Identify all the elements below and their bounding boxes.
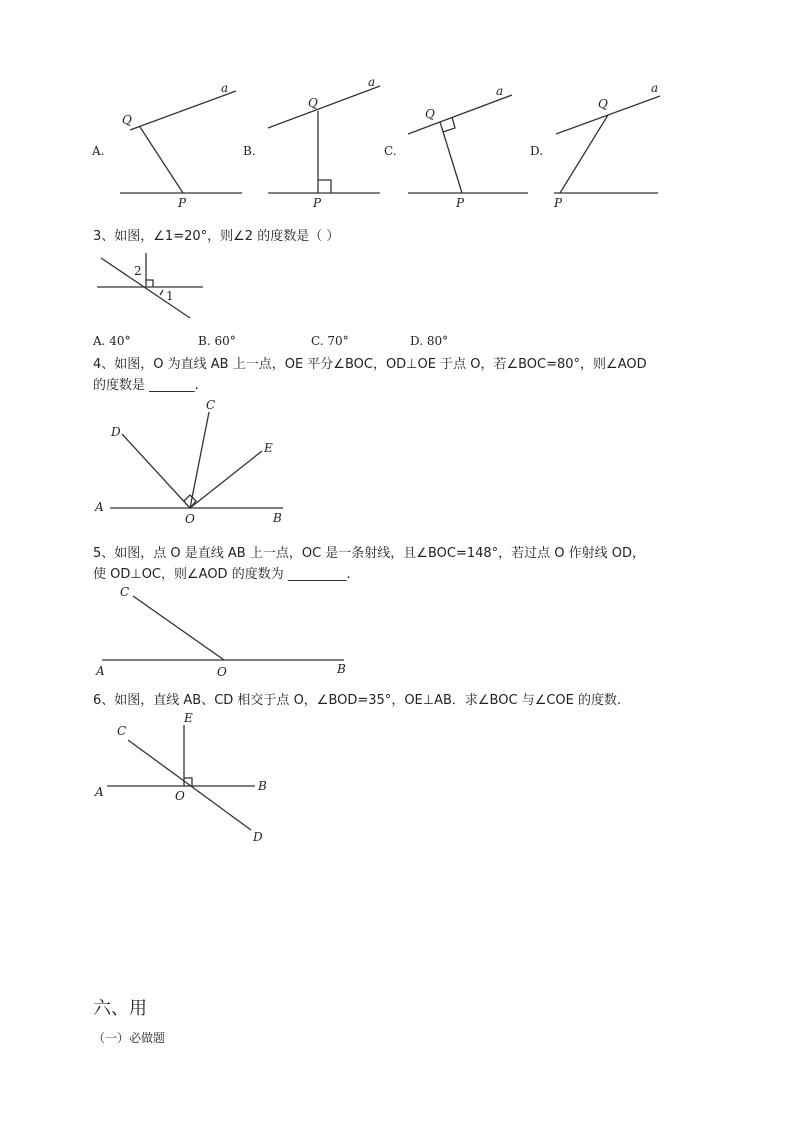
label-q: Q bbox=[122, 113, 132, 127]
option-a-label: A. bbox=[92, 144, 105, 158]
label-d: D bbox=[111, 425, 121, 439]
label-a: a bbox=[496, 84, 504, 98]
q3-option-d: D. 80° bbox=[410, 334, 449, 348]
label-a: A bbox=[95, 785, 104, 799]
question-4-line2: 的度数是 _______. bbox=[93, 378, 199, 393]
question-5-line2: 使 OD⊥OC，则∠AOD 的度数为 _________. bbox=[93, 567, 351, 582]
question-5-line1: 5、如图，点 O 是直线 AB 上一点，OC 是一条射线，且∠BOC=148°，若过点 O 作射线 OD， bbox=[93, 546, 646, 561]
label-p: P bbox=[178, 196, 187, 210]
label-o: O bbox=[185, 512, 195, 526]
label-q: Q bbox=[308, 96, 318, 110]
label-c: C bbox=[117, 724, 127, 738]
question-6-text: 6、如图，直线 AB、CD 相交于点 O，∠BOD=35°，OE⊥AB．求∠BOC 与∠COE 的度数. bbox=[93, 693, 622, 708]
angle-2-label: 2 bbox=[134, 264, 142, 278]
label-q: Q bbox=[425, 107, 435, 121]
label-c: C bbox=[120, 585, 130, 599]
label-q: Q bbox=[598, 97, 608, 111]
label-b: B bbox=[258, 779, 267, 793]
label-a: a bbox=[221, 81, 229, 95]
label-p: P bbox=[554, 196, 563, 210]
label-e: E bbox=[184, 711, 193, 725]
label-p: P bbox=[456, 196, 465, 210]
q3-option-c: C. 70° bbox=[311, 334, 349, 348]
label-a: a bbox=[651, 81, 659, 95]
label-b: B bbox=[273, 511, 282, 525]
option-c-label: C. bbox=[384, 144, 397, 158]
q3-option-a: A. 40° bbox=[93, 334, 131, 348]
label-o: O bbox=[217, 665, 227, 679]
q3-option-b: B. 60° bbox=[198, 334, 236, 348]
label-c: C bbox=[206, 398, 216, 412]
label-p: P bbox=[313, 196, 322, 210]
option-b-label: B. bbox=[243, 144, 256, 158]
section-subtitle: （一）必做题 bbox=[93, 1031, 166, 1045]
line-cd bbox=[128, 740, 251, 830]
option-d-label: D. bbox=[530, 144, 544, 158]
label-a: a bbox=[368, 75, 376, 89]
label-e: E bbox=[264, 441, 273, 455]
label-o: O bbox=[175, 789, 185, 803]
question-3-text: 3、如图，∠1=20°，则∠2 的度数是（ ） bbox=[93, 229, 340, 244]
label-b: B bbox=[337, 662, 346, 676]
label-d: D bbox=[253, 830, 263, 844]
label-a: A bbox=[95, 500, 104, 514]
section-title: 六、用 bbox=[93, 998, 147, 1019]
label-a: A bbox=[96, 664, 105, 678]
angle-1-label: 1 bbox=[166, 289, 174, 303]
question-4-line1: 4、如图，O 为直线 AB 上一点，OE 平分∠BOC，OD⊥OE 于点 O，若∠BOC=80°，则∠AOD bbox=[93, 357, 647, 372]
